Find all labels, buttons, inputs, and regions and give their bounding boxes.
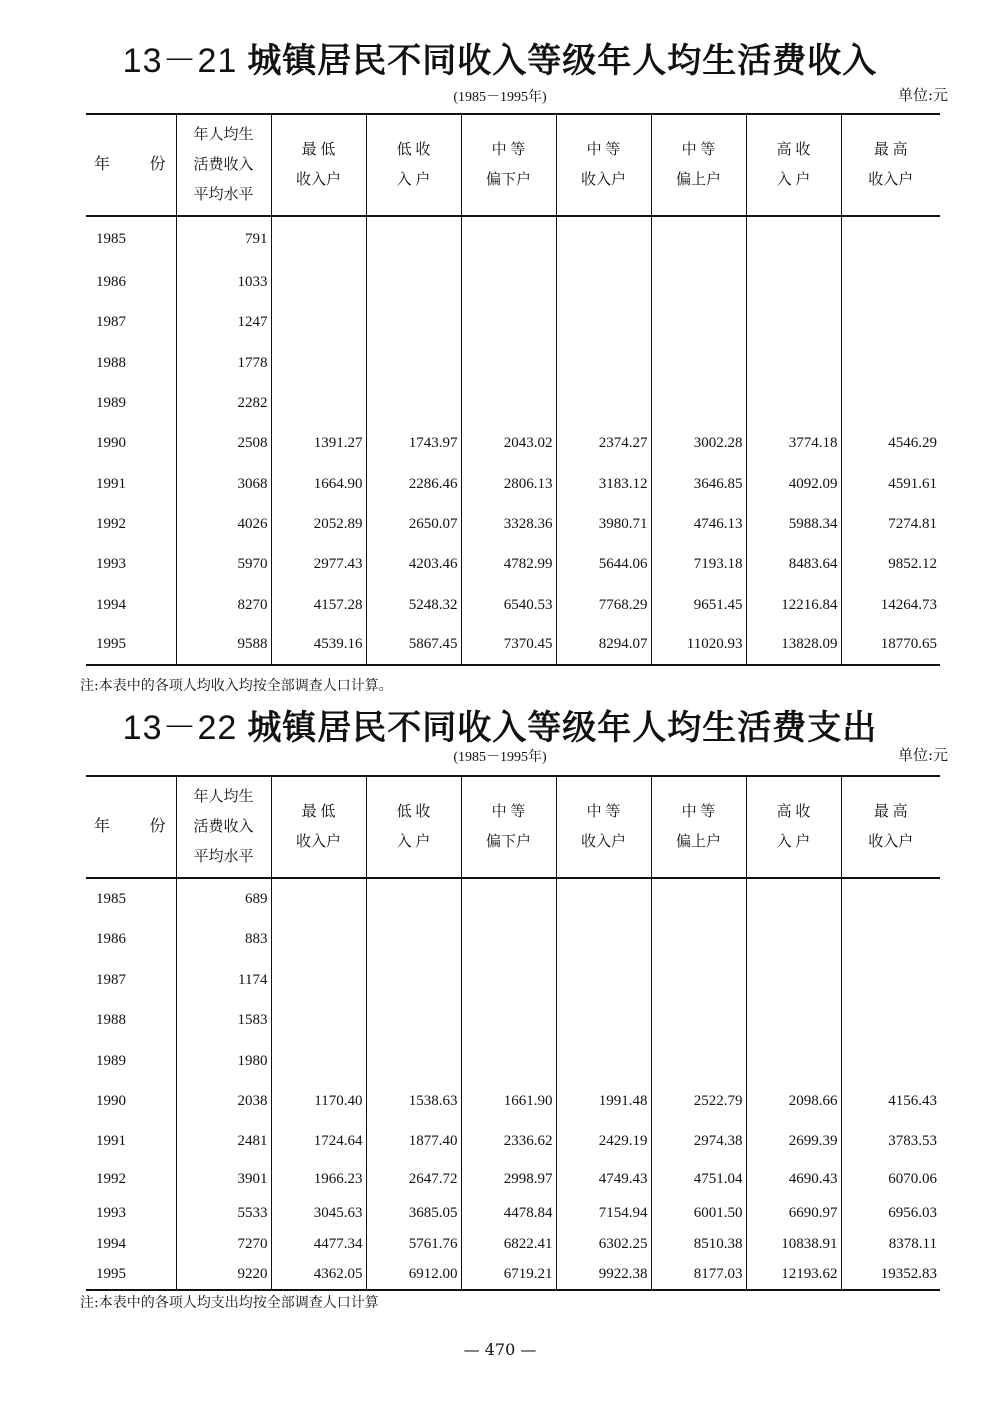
header-low-income: 低 收 入 户 [366, 776, 461, 878]
table-21-period: (1985－1995年) [453, 90, 547, 105]
value-cell: 6540.53 [461, 585, 556, 625]
value-cell [556, 960, 651, 1000]
value-cell: 6719.21 [461, 1260, 556, 1290]
value-cell [651, 343, 746, 383]
value-cell [461, 302, 556, 343]
value-cell: 6956.03 [841, 1197, 940, 1229]
value-cell [746, 383, 841, 423]
value-cell: 3045.63 [271, 1197, 366, 1229]
value-cell [746, 1000, 841, 1041]
value-cell [366, 1041, 461, 1081]
value-cell [461, 960, 556, 1000]
value-cell: 2286.46 [366, 464, 461, 504]
value-cell: 2336.62 [461, 1121, 556, 1161]
value-cell: 9922.38 [556, 1260, 651, 1290]
value-cell: 5970 [176, 544, 271, 585]
value-cell: 1391.27 [271, 423, 366, 464]
table-row [86, 544, 940, 585]
value-cell: 2098.66 [746, 1081, 841, 1121]
year-cell: 1988 [96, 354, 126, 371]
year-cell: 1985 [96, 231, 126, 247]
year-cell: 1991 [96, 1132, 126, 1149]
table-row [86, 919, 940, 960]
value-cell [271, 383, 366, 423]
value-cell: 9220 [176, 1260, 271, 1290]
value-cell: 12193.62 [746, 1260, 841, 1290]
value-cell [556, 343, 651, 383]
value-cell [556, 262, 651, 302]
value-cell: 3646.85 [651, 464, 746, 504]
value-cell [651, 1041, 746, 1081]
table-row [86, 216, 940, 262]
value-cell: 1661.90 [461, 1081, 556, 1121]
table-21-body [86, 216, 940, 665]
table-row [86, 585, 940, 625]
value-cell: 13828.09 [746, 625, 841, 665]
table-21 [86, 113, 940, 666]
year-cell: 1994 [96, 596, 126, 613]
table-row [86, 343, 940, 383]
header-upper-middle: 中 等 偏上户 [651, 114, 746, 216]
value-cell [746, 262, 841, 302]
table-22-number: 13－22 [122, 709, 238, 747]
value-cell: 8510.38 [651, 1229, 746, 1260]
header-year: 年 份 [86, 776, 176, 878]
value-cell [556, 216, 651, 262]
value-cell: 18770.65 [841, 625, 940, 665]
value-cell: 5867.45 [366, 625, 461, 665]
value-cell: 7768.29 [556, 585, 651, 625]
year-cell: 1990 [96, 435, 126, 451]
value-cell [271, 919, 366, 960]
value-cell [461, 262, 556, 302]
table-row [86, 262, 940, 302]
header-lowest-income: 最 低 收入户 [271, 114, 366, 216]
value-cell [841, 302, 940, 343]
header-low-income: 低 收 入 户 [366, 114, 461, 216]
value-cell: 1174 [176, 960, 271, 1000]
value-cell: 1583 [176, 1000, 271, 1041]
value-cell [841, 878, 940, 919]
value-cell [841, 919, 940, 960]
table-row [86, 960, 940, 1000]
table-row [86, 1260, 940, 1290]
value-cell [461, 1000, 556, 1041]
value-cell: 6070.06 [841, 1161, 940, 1197]
value-cell: 4751.04 [651, 1161, 746, 1197]
value-cell [651, 383, 746, 423]
value-cell [271, 1000, 366, 1041]
value-cell: 1877.40 [366, 1121, 461, 1161]
year-cell: 1993 [96, 1204, 126, 1221]
value-cell [746, 960, 841, 1000]
value-cell: 11020.93 [651, 625, 746, 665]
value-cell: 7270 [176, 1229, 271, 1260]
value-cell: 8483.64 [746, 544, 841, 585]
value-cell [461, 383, 556, 423]
value-cell [366, 343, 461, 383]
table-22-title-text: 城镇居民不同收入等级年人均生活费支出 [247, 708, 878, 748]
header-high-income: 高 收 入 户 [746, 114, 841, 216]
value-cell: 8378.11 [841, 1229, 940, 1260]
value-cell: 2481 [176, 1121, 271, 1161]
value-cell [651, 216, 746, 262]
table-row [86, 423, 940, 464]
value-cell: 1778 [176, 343, 271, 383]
value-cell: 8270 [176, 585, 271, 625]
value-cell: 2522.79 [651, 1081, 746, 1121]
value-cell [556, 383, 651, 423]
value-cell: 3783.53 [841, 1121, 940, 1161]
value-cell [841, 383, 940, 423]
value-cell [746, 919, 841, 960]
value-cell: 2699.39 [746, 1121, 841, 1161]
value-cell: 1743.97 [366, 423, 461, 464]
value-cell [841, 1000, 940, 1041]
value-cell [271, 262, 366, 302]
value-cell [651, 1000, 746, 1041]
table-row [86, 878, 940, 919]
value-cell: 9651.45 [651, 585, 746, 625]
value-cell [651, 878, 746, 919]
value-cell: 2429.19 [556, 1121, 651, 1161]
value-cell [366, 960, 461, 1000]
header-middle: 中 等 收入户 [556, 114, 651, 216]
value-cell [366, 878, 461, 919]
table-row [86, 625, 940, 665]
value-cell [271, 878, 366, 919]
value-cell: 689 [176, 878, 271, 919]
value-cell [841, 216, 940, 262]
value-cell: 3774.18 [746, 423, 841, 464]
value-cell [651, 302, 746, 343]
year-cell: 1987 [96, 971, 126, 988]
value-cell: 2977.43 [271, 544, 366, 585]
value-cell: 3183.12 [556, 464, 651, 504]
value-cell [556, 919, 651, 960]
value-cell: 3068 [176, 464, 271, 504]
value-cell [271, 960, 366, 1000]
value-cell: 12216.84 [746, 585, 841, 625]
value-cell [556, 302, 651, 343]
table-21-unit: 单位:元 [897, 86, 948, 104]
value-cell: 883 [176, 919, 271, 960]
table-row [86, 1081, 940, 1121]
value-cell: 4478.84 [461, 1197, 556, 1229]
header-lower-middle: 中 等 偏下户 [461, 114, 556, 216]
value-cell: 1991.48 [556, 1081, 651, 1121]
value-cell: 7370.45 [461, 625, 556, 665]
year-cell: 1989 [96, 1052, 126, 1069]
value-cell: 2806.13 [461, 464, 556, 504]
value-cell [841, 1041, 940, 1081]
value-cell [366, 262, 461, 302]
value-cell [841, 960, 940, 1000]
value-cell: 3685.05 [366, 1197, 461, 1229]
value-cell: 4539.16 [271, 625, 366, 665]
value-cell: 5988.34 [746, 504, 841, 544]
value-cell [366, 302, 461, 343]
value-cell: 3328.36 [461, 504, 556, 544]
value-cell [366, 1000, 461, 1041]
value-cell: 2052.89 [271, 504, 366, 544]
value-cell [651, 960, 746, 1000]
table-21-title [0, 33, 1000, 82]
table-21-number: 13－21 [122, 42, 238, 80]
value-cell: 1980 [176, 1041, 271, 1081]
value-cell: 10838.91 [746, 1229, 841, 1260]
value-cell [366, 919, 461, 960]
value-cell: 14264.73 [841, 585, 940, 625]
table-22 [86, 775, 940, 1291]
header-upper-middle: 中 等 偏上户 [651, 776, 746, 878]
value-cell: 4746.13 [651, 504, 746, 544]
value-cell: 5644.06 [556, 544, 651, 585]
value-cell: 4782.99 [461, 544, 556, 585]
page-number: — 470 — [463, 1340, 537, 1359]
value-cell [461, 343, 556, 383]
value-cell: 4157.28 [271, 585, 366, 625]
value-cell: 4362.05 [271, 1260, 366, 1290]
value-cell [746, 216, 841, 262]
value-cell [271, 343, 366, 383]
year-cell: 1995 [86, 625, 176, 665]
value-cell: 1170.40 [271, 1081, 366, 1121]
table-row [86, 1229, 940, 1260]
value-cell: 5533 [176, 1197, 271, 1229]
value-cell: 7193.18 [651, 544, 746, 585]
value-cell: 3901 [176, 1161, 271, 1197]
value-cell: 2043.02 [461, 423, 556, 464]
value-cell [556, 1000, 651, 1041]
header-middle: 中 等 收入户 [556, 776, 651, 878]
year-cell: 1992 [96, 1170, 126, 1187]
value-cell [366, 216, 461, 262]
table-22-period: (1985－1995年) [453, 750, 547, 765]
value-cell: 4690.43 [746, 1161, 841, 1197]
value-cell: 2998.97 [461, 1161, 556, 1197]
value-cell [461, 216, 556, 262]
value-cell: 4092.09 [746, 464, 841, 504]
year-cell: 1986 [96, 931, 126, 947]
year-cell: 1993 [96, 556, 126, 572]
value-cell [556, 878, 651, 919]
value-cell [461, 878, 556, 919]
value-cell [556, 1041, 651, 1081]
value-cell: 8177.03 [651, 1260, 746, 1290]
value-cell [841, 343, 940, 383]
value-cell: 2374.27 [556, 423, 651, 464]
header-lowest-income: 最 低 收入户 [271, 776, 366, 878]
value-cell: 4591.61 [841, 464, 940, 504]
value-cell [271, 302, 366, 343]
value-cell: 7274.81 [841, 504, 940, 544]
table-row [86, 464, 940, 504]
value-cell: 3002.28 [651, 423, 746, 464]
value-cell [461, 919, 556, 960]
value-cell [271, 1041, 366, 1081]
year-cell: 1988 [96, 1012, 126, 1028]
value-cell: 5761.76 [366, 1229, 461, 1260]
table-row [86, 504, 940, 544]
year-cell: 1990 [96, 1092, 126, 1109]
value-cell: 2508 [176, 423, 271, 464]
year-cell: 1985 [96, 890, 126, 907]
header-average: 年人均生 活费收入 平均水平 [176, 776, 271, 878]
value-cell: 2038 [176, 1081, 271, 1121]
value-cell: 4026 [176, 504, 271, 544]
year-cell: 1994 [96, 1236, 126, 1252]
value-cell: 9852.12 [841, 544, 940, 585]
value-cell: 6690.97 [746, 1197, 841, 1229]
value-cell: 2647.72 [366, 1161, 461, 1197]
value-cell [746, 878, 841, 919]
table-row [86, 1161, 940, 1197]
value-cell: 4546.29 [841, 423, 940, 464]
table-row [86, 383, 940, 423]
value-cell: 6302.25 [556, 1229, 651, 1260]
value-cell: 1247 [176, 302, 271, 343]
value-cell: 1966.23 [271, 1161, 366, 1197]
value-cell [746, 1041, 841, 1081]
value-cell [841, 262, 940, 302]
table-row [86, 1041, 940, 1081]
table-21-note: 注:本表中的各项人均收入均按全部调查人口计算。 [80, 678, 393, 694]
value-cell [651, 262, 746, 302]
table-21-title-text: 城镇居民不同收入等级年人均生活费收入 [247, 41, 878, 81]
value-cell: 7154.94 [556, 1197, 651, 1229]
value-cell: 19352.83 [841, 1260, 940, 1290]
header-highest-income: 最 高 收入户 [841, 776, 940, 878]
value-cell: 4749.43 [556, 1161, 651, 1197]
header-lower-middle: 中 等 偏下户 [461, 776, 556, 878]
value-cell [271, 216, 366, 262]
value-cell: 2282 [176, 383, 271, 423]
year-cell: 1989 [96, 394, 126, 411]
year-cell: 1986 [96, 273, 126, 290]
header-year: 年 份 [86, 114, 176, 216]
table-22-body [86, 878, 940, 1290]
value-cell [746, 302, 841, 343]
value-cell: 1033 [176, 262, 271, 302]
table-22-title [0, 700, 1000, 749]
value-cell: 2974.38 [651, 1121, 746, 1161]
value-cell: 5248.32 [366, 585, 461, 625]
header-average: 年人均生 活费收入 平均水平 [176, 114, 271, 216]
header-high-income: 高 收 入 户 [746, 776, 841, 878]
value-cell: 9588 [176, 625, 271, 665]
value-cell: 1664.90 [271, 464, 366, 504]
value-cell: 4156.43 [841, 1081, 940, 1121]
value-cell: 6912.00 [366, 1260, 461, 1290]
table-row [86, 1121, 940, 1161]
value-cell [651, 919, 746, 960]
year-cell: 1995 [86, 1260, 176, 1290]
table-row [86, 1197, 940, 1229]
table-row [86, 302, 940, 343]
value-cell: 6822.41 [461, 1229, 556, 1260]
header-highest-income: 最 高 收入户 [841, 114, 940, 216]
value-cell: 2650.07 [366, 504, 461, 544]
table-row [86, 1000, 940, 1041]
year-cell: 1987 [96, 314, 126, 330]
value-cell: 1724.64 [271, 1121, 366, 1161]
year-cell: 1992 [96, 515, 126, 532]
value-cell: 3980.71 [556, 504, 651, 544]
year-cell: 1991 [96, 475, 126, 492]
value-cell [746, 343, 841, 383]
value-cell: 1538.63 [366, 1081, 461, 1121]
table-22-note: 注:本表中的各项人均支出均按全部调查人口计算 [80, 1295, 379, 1311]
value-cell: 8294.07 [556, 625, 651, 665]
value-cell [461, 1041, 556, 1081]
value-cell: 4477.34 [271, 1229, 366, 1260]
value-cell: 6001.50 [651, 1197, 746, 1229]
value-cell [366, 383, 461, 423]
value-cell: 4203.46 [366, 544, 461, 585]
value-cell: 791 [176, 216, 271, 262]
table-22-unit: 单位:元 [897, 746, 948, 764]
